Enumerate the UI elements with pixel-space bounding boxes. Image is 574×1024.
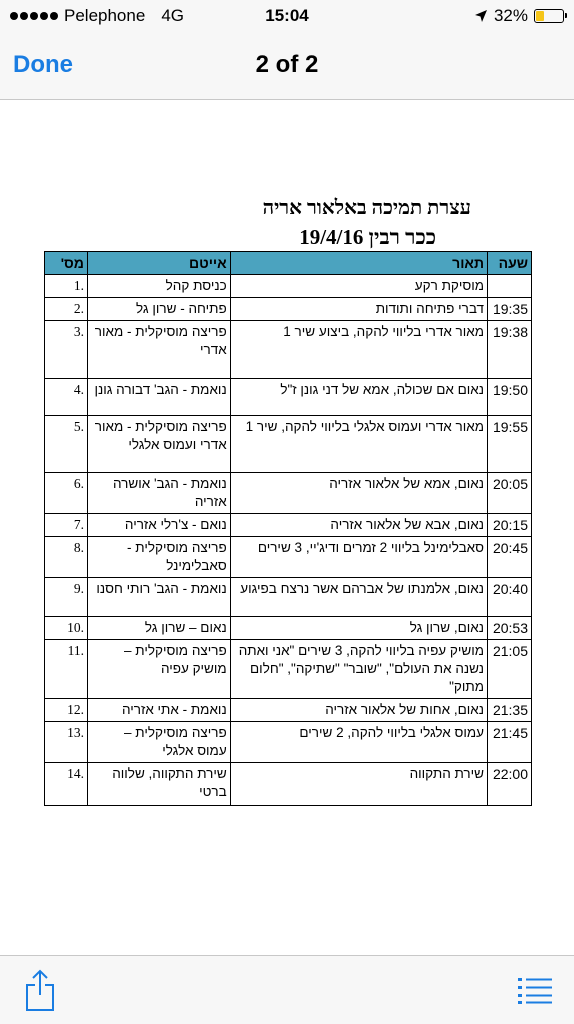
cell-num: 9. <box>45 578 88 617</box>
cell-item: נאום – שרון גל <box>87 617 230 640</box>
location-arrow-icon <box>474 9 488 23</box>
cell-time: 20:53 <box>488 617 532 640</box>
header-num: מס' <box>45 252 88 275</box>
cell-desc: נאום, אחות של אלאור אזריה <box>230 699 487 722</box>
battery-icon <box>534 9 564 23</box>
cell-num: 5. <box>45 416 88 473</box>
table-row <box>45 416 532 473</box>
table-row <box>45 298 532 321</box>
table-row <box>45 722 532 763</box>
table-row <box>45 275 532 298</box>
cell-item: נואם - צ'רלי אזריה <box>87 514 230 537</box>
cell-desc: מוסיקת רקע <box>230 275 487 298</box>
cell-time: 20:15 <box>488 514 532 537</box>
carrier-name: Pelephone <box>64 6 146 25</box>
cell-time: 19:35 <box>488 298 532 321</box>
status-time: 15:04 <box>265 6 309 25</box>
cell-time: 20:05 <box>488 473 532 514</box>
cell-item: פריצה מוסיקלית – מושיק עפיה <box>87 640 230 699</box>
table-row <box>45 379 532 416</box>
cell-desc: שירת התקווה <box>230 763 487 806</box>
cell-time: 21:45 <box>488 722 532 763</box>
table-row <box>45 578 532 617</box>
cell-item: פריצה מוסיקלית - מאור אדרי ועמוס אלגלי <box>87 416 230 473</box>
table-row <box>45 640 532 699</box>
header-time: שעה <box>488 252 532 275</box>
cell-desc: דברי פתיחה ותודות <box>230 298 487 321</box>
cell-desc: עמוס אלגלי בליווי להקה, 2 שירים <box>230 722 487 763</box>
schedule-table <box>44 251 532 806</box>
network-type: 4G <box>161 6 184 25</box>
cell-num: 12. <box>45 699 88 722</box>
cell-time: 21:05 <box>488 640 532 699</box>
battery-level <box>536 11 544 21</box>
cell-item: נואמת - אתי אזריה <box>87 699 230 722</box>
cell-item: שירת התקווה, שלווה ברטי <box>87 763 230 806</box>
cell-time: 19:50 <box>488 379 532 416</box>
navigation-bar <box>0 34 574 100</box>
battery-percent: 32% <box>493 6 528 25</box>
table-row <box>45 699 532 722</box>
list-icon[interactable] <box>518 976 552 1004</box>
table-row <box>45 537 532 578</box>
document-subtitle: ככר רבין 19/4/16 <box>299 225 436 249</box>
cell-num: 14. <box>45 763 88 806</box>
header-desc: תאור <box>230 252 487 275</box>
cell-num: 8. <box>45 537 88 578</box>
bottom-toolbar <box>0 955 574 1024</box>
cell-item: פתיחה - שרון גל <box>87 298 230 321</box>
cell-time: 22:00 <box>488 763 532 806</box>
cell-desc: מושיק עפיה בליווי להקה, 3 שירים "אני ואתה נשנה את העולם", "שובר" "שתיקה", "חלום מתוק" <box>230 640 487 699</box>
schedule-body <box>45 275 532 806</box>
cell-time: 19:38 <box>488 321 532 379</box>
cell-desc: נאום, אבא של אלאור אזריה <box>230 514 487 537</box>
table-row <box>45 617 532 640</box>
cell-desc: נאום, אלמנתו של אברהם אשר נרצח בפיגוע <box>230 578 487 617</box>
cell-time: 20:45 <box>488 537 532 578</box>
document-title: עצרת תמיכה באלאור אריה <box>262 197 471 219</box>
cell-desc: מאור אדרי בליווי להקה, ביצוע שיר 1 <box>230 321 487 379</box>
table-row <box>45 321 532 379</box>
cell-num: 4. <box>45 379 88 416</box>
cell-item: נואמת - הגב' אושרה אזריה <box>87 473 230 514</box>
cell-item: פריצה מוסיקלית - סאבלימינל <box>87 537 230 578</box>
done-button[interactable]: Done <box>13 51 73 78</box>
cell-desc: סאבלימינל בליווי 2 זמרים ודיג'יי, 3 שירים <box>230 537 487 578</box>
cell-num: 3. <box>45 321 88 379</box>
cell-time: 19:55 <box>488 416 532 473</box>
cell-item: נואמת - הגב' דבורה גונן <box>87 379 230 416</box>
cell-time: 20:40 <box>488 578 532 617</box>
cell-item: פריצה מוסיקלית – עמוס אלגלי <box>87 722 230 763</box>
cell-item: פריצה מוסיקלית - מאור אדרי <box>87 321 230 379</box>
cell-item: נואמת - הגב' רותי חסנו <box>87 578 230 617</box>
cell-desc: נאום, שרון גל <box>230 617 487 640</box>
cell-num: 2. <box>45 298 88 321</box>
cell-num: 6. <box>45 473 88 514</box>
cell-desc: נאום אם שכולה, אמא של דני גונן ז"ל <box>230 379 487 416</box>
cell-time: 21:35 <box>488 699 532 722</box>
cell-num: 11. <box>45 640 88 699</box>
cell-desc: מאור אדרי ועמוס אלגלי בליווי להקה, שיר 1 <box>230 416 487 473</box>
share-icon[interactable] <box>24 968 56 1012</box>
cell-time <box>488 275 532 298</box>
table-header-row <box>45 252 532 275</box>
cell-num: 7. <box>45 514 88 537</box>
status-bar <box>0 0 574 34</box>
cell-num: 13. <box>45 722 88 763</box>
cell-item: כניסת קהל <box>87 275 230 298</box>
table-row <box>45 473 532 514</box>
cell-num: 1. <box>45 275 88 298</box>
status-right <box>474 6 564 26</box>
document-page <box>0 101 574 955</box>
cell-desc: נאום, אמא של אלאור אזריה <box>230 473 487 514</box>
header-item: אייטם <box>87 252 230 275</box>
page-indicator: 2 of 2 <box>255 51 319 78</box>
table-row <box>45 514 532 537</box>
table-row <box>45 763 532 806</box>
cell-num: 10. <box>45 617 88 640</box>
